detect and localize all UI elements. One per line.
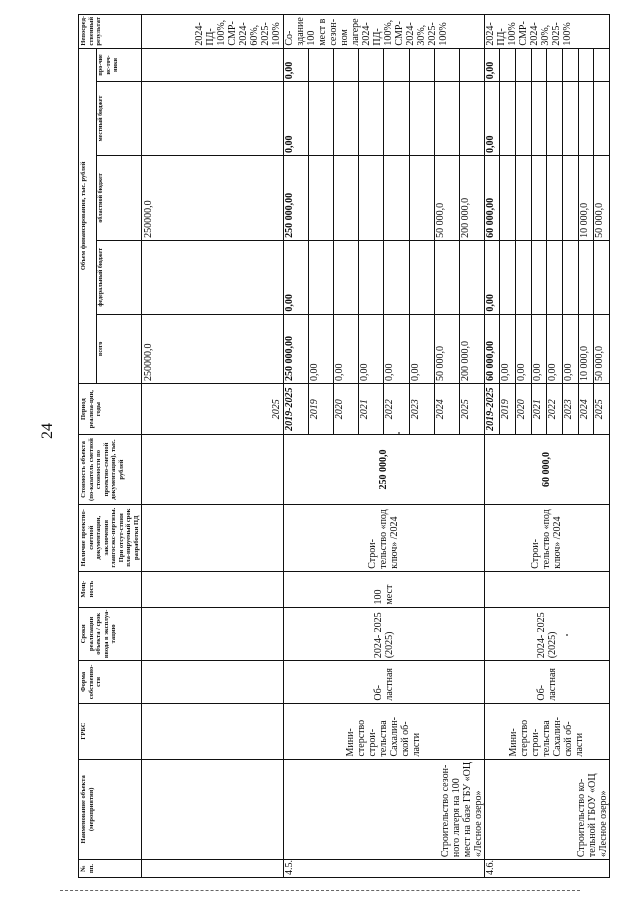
cell-federal — [334, 240, 359, 314]
cell-federal — [309, 240, 334, 314]
cell-federal — [500, 240, 516, 314]
cell-regional — [309, 155, 334, 240]
cell-other — [434, 48, 459, 82]
row-number: 4.5. — [284, 860, 484, 878]
cell-local — [309, 82, 334, 156]
cell-federal — [384, 240, 409, 314]
cell-period: 2019 — [309, 383, 334, 434]
cell-other — [409, 48, 434, 82]
scan-speck — [566, 634, 568, 636]
cell-period: 2023 — [409, 383, 434, 434]
capacity-cell: 100 мест — [284, 571, 484, 607]
cell-local — [500, 82, 516, 156]
object-name: Строительство сезон-ного лагеря на 100 мест на базе ГБУ «ОЦ «Лесное озеро» — [284, 759, 484, 860]
cost-cell: 60 000,0 — [484, 435, 609, 504]
table-row — [484, 15, 500, 878]
result-cell: Со-здание 100 мест в сезон-ном лагере 2024- ПД- 100%, СМР- 2024- 30%, 2025- 100% — [284, 15, 484, 49]
header-name: Наименование объекта (мероприятия) — [79, 759, 142, 860]
header-other: про-чие ис-точ-ники — [97, 48, 142, 82]
header-result: Непосред-ственный результат — [79, 15, 142, 49]
cell-regional: 250 000,00 — [284, 155, 309, 240]
cell-period: 2022 — [384, 383, 409, 434]
table-row-top — [142, 15, 284, 878]
cell-other — [562, 48, 578, 82]
cell-local — [359, 82, 384, 156]
cell-total: 10 000,0 — [578, 314, 594, 383]
cell-period: 2025 — [594, 383, 610, 434]
scan-speck — [398, 432, 400, 434]
cell-other — [500, 48, 516, 82]
cell-local — [434, 82, 459, 156]
cell-other — [531, 48, 547, 82]
cell-total: 0,00 — [531, 314, 547, 383]
cell-local: 0,00 — [484, 82, 500, 156]
term-cell: 2024- 2025 (2025) — [284, 607, 484, 661]
cell-period: 2020 — [334, 383, 359, 434]
cell-federal — [409, 240, 434, 314]
cell-federal — [578, 240, 594, 314]
table-row — [284, 15, 309, 878]
cell-local — [547, 82, 563, 156]
header-regional: областной бюджет — [97, 155, 142, 240]
design-cell: Строи-тельство «под ключ» /2024 — [284, 504, 484, 571]
ownership-cell: Об-ластная — [284, 661, 484, 703]
header-total: всего — [97, 314, 142, 383]
ownership-cell: Об-ластная — [484, 661, 609, 703]
cell-other: 0,00 — [484, 48, 500, 82]
budget-table — [78, 14, 610, 878]
capacity-cell — [484, 571, 609, 607]
cell-federal — [547, 240, 563, 314]
cell-other — [334, 48, 359, 82]
cell-period: 2019-2025 — [284, 383, 309, 434]
cell-federal — [531, 240, 547, 314]
cell-period: 2023 — [562, 383, 578, 434]
table-body — [142, 15, 284, 878]
top-regional: 250000,0 — [142, 155, 284, 240]
cell-federal — [434, 240, 459, 314]
cell-local — [578, 82, 594, 156]
cell-total: 0,00 — [309, 314, 334, 383]
cell-local — [334, 82, 359, 156]
cell-regional — [359, 155, 384, 240]
header-funding: Объем финансирования, тыс. рублей — [79, 48, 97, 383]
cell-total: 250 000,00 — [284, 314, 309, 383]
cell-regional — [531, 155, 547, 240]
cell-total: 0,00 — [500, 314, 516, 383]
cell-other — [515, 48, 531, 82]
grbs-cell: Мини-стерство строи-тельства Сахалин-ской об-ласти — [484, 703, 609, 759]
cell-federal: 0,00 — [484, 240, 500, 314]
table-header — [79, 15, 142, 878]
cell-total: 200 000,0 — [459, 314, 484, 383]
top-result: 2024- ПД- 100%, СМР- 2024- 60%, 2025- 100% — [142, 15, 284, 49]
cell-federal — [562, 240, 578, 314]
cell-regional — [547, 155, 563, 240]
cell-local — [459, 82, 484, 156]
row-number: 4.6. — [484, 860, 609, 878]
cell-regional — [562, 155, 578, 240]
header-term: Сроки реализации объекта / срок ввода в эксплуа-тацию — [79, 607, 142, 661]
cell-regional — [334, 155, 359, 240]
cell-period: 2019-2025 — [484, 383, 500, 434]
cost-cell: 250 000,0 — [284, 435, 484, 504]
cell-total: 0,00 — [562, 314, 578, 383]
cell-other — [594, 48, 610, 82]
cell-federal: 0,00 — [284, 240, 309, 314]
result-cell: 2024- ПД- 100% СМР- 2024- 30%, 2025- 100% — [484, 15, 609, 49]
cell-other — [547, 48, 563, 82]
cell-local — [384, 82, 409, 156]
header-num: № пп. — [79, 860, 142, 878]
rows-body — [284, 15, 610, 878]
cell-regional — [500, 155, 516, 240]
cell-total: 50 000,0 — [434, 314, 459, 383]
cell-total: 0,00 — [384, 314, 409, 383]
cell-total: 50 000,0 — [594, 314, 610, 383]
cell-local — [409, 82, 434, 156]
cell-period: 2020 — [515, 383, 531, 434]
cell-regional — [409, 155, 434, 240]
cell-federal — [594, 240, 610, 314]
cell-total: 0,00 — [334, 314, 359, 383]
cell-period: 2025 — [459, 383, 484, 434]
cell-period: 2019 — [500, 383, 516, 434]
header-cost: Стоимость объекта (по-казатель сметной стоимости по проектно-сметной документации), тыс. рублей — [79, 435, 142, 504]
rotated-table-wrapper — [78, 14, 609, 878]
cell-regional: 10 000,0 — [578, 155, 594, 240]
page-number: 24 — [39, 423, 56, 439]
header-grbs: ГРБС — [79, 703, 142, 759]
cell-regional: 200 000,0 — [459, 155, 484, 240]
cell-other — [459, 48, 484, 82]
design-cell: Строи-тельство «под ключ» /2024 — [484, 504, 609, 571]
cell-regional: 50 000,0 — [594, 155, 610, 240]
header-period: Период реализа-ции, годы — [79, 383, 142, 434]
cell-other — [359, 48, 384, 82]
term-cell: 2024- 2025 (2025) — [484, 607, 609, 661]
grbs-cell: Мини-стерство строи-тельства Сахалин-ской об-ласти — [284, 703, 484, 759]
cell-other: 0,00 — [284, 48, 309, 82]
cell-regional — [515, 155, 531, 240]
header-capacity: Мощ-ность — [79, 571, 142, 607]
header-ownership: Форма собственно-сти — [79, 661, 142, 703]
top-period: 2025 — [142, 383, 284, 434]
cell-federal — [515, 240, 531, 314]
cell-period: 2021 — [359, 383, 384, 434]
top-total: 250000,0 — [142, 314, 284, 383]
header-local: местный бюджет — [97, 82, 142, 156]
bottom-dashed-line — [60, 890, 580, 892]
cell-period: 2024 — [578, 383, 594, 434]
cell-regional — [384, 155, 409, 240]
cell-total: 0,00 — [409, 314, 434, 383]
cell-other — [309, 48, 334, 82]
cell-period: 2021 — [531, 383, 547, 434]
cell-local — [531, 82, 547, 156]
cell-local — [594, 82, 610, 156]
header-federal: федеральный бюджет — [97, 240, 142, 314]
header-design: Наличие проектно-сметной документации, заключения главгосэкс-пертизы. При отсут-ствии пла-нируемый срок разработки ПД — [79, 504, 142, 571]
cell-federal — [359, 240, 384, 314]
cell-local — [562, 82, 578, 156]
cell-regional: 60 000,00 — [484, 155, 500, 240]
cell-local: 0,00 — [284, 82, 309, 156]
cell-regional: 50 000,0 — [434, 155, 459, 240]
cell-other — [384, 48, 409, 82]
cell-federal — [459, 240, 484, 314]
cell-total: 0,00 — [547, 314, 563, 383]
cell-total: 60 000,00 — [484, 314, 500, 383]
object-name: Строительство ко-тельной ГБОУ «ОЦ «Лесное озеро» — [484, 759, 609, 860]
cell-other — [578, 48, 594, 82]
cell-period: 2024 — [434, 383, 459, 434]
cell-total: 0,00 — [359, 314, 384, 383]
cell-total: 0,00 — [515, 314, 531, 383]
cell-period: 2022 — [547, 383, 563, 434]
cell-local — [515, 82, 531, 156]
